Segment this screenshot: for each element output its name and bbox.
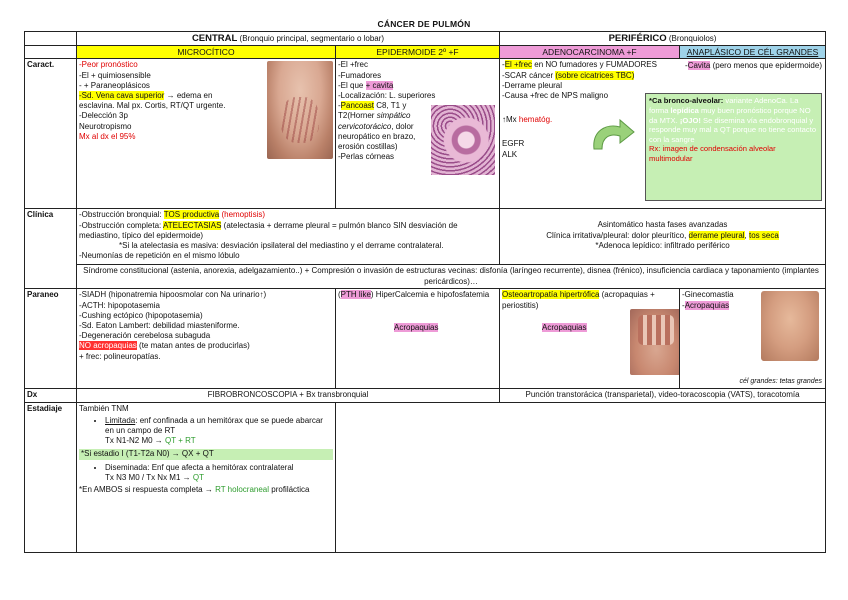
header-microcitico: MICROCÍTICO [77,46,336,59]
image-caption: cél grandes: tetas grandes [739,378,823,386]
dx-periferico: Punción transtorácica (transparietal), video-toracoscopia (VATS), toracotomía [500,389,826,402]
paraneo-anaplasico: -Ginecomastia -Acropaquias cél grandes: tetas grandes [680,289,826,389]
dx-central: FIBROBRONCOSCOPIA + Bx transbronquial [77,389,500,402]
header-adenocarcinoma: ADENOCARCINOMA +F [500,46,680,59]
row-label-paraneo: Paraneo [25,289,77,389]
estadiaje-list: • Limitada: enf confinada a un hemitórax que se puede abarcar en un campo de RT Tx N1-N2 M0 → QT + RT [93,416,333,447]
estadiaje-microcitico: También TNM • Limitada: enf confinada a un hemitórax que se puede abarcar en un campo de RT Tx N1-N2 M0 → QT + RT *Si estadio I (T1-T2a N0) → QX + QT • Diseminada: Enf que afecta a hemitórax contralateral Tx N3 M0 / Tx Nx M1 → QT *En AMBOS si respuesta completa → RT holocraneal profiláctica [77,402,336,552]
row-caract [25,59,826,209]
header-epidermoide: EPIDERMOIDE 2º +F [336,46,500,59]
subheader-row [25,46,826,59]
neck-photo [267,61,333,159]
histology-image [431,105,495,175]
summary-table [24,31,826,553]
sindrome-constitucional: Síndrome constitucional (astenia, anorexia, adelgazamiento..) + Compresión o invasión de estructuras vecinas: disfonía (laríngeo recurrente), disnea (frénico), insuficiencia cardiaca y taponamiento (implantes pericárdicos)… [77,265,826,289]
torso-photo [761,291,819,361]
clinica-central: -Obstrucción bronquial: TOS productiva (hemoptisis) -Obstrucción completa: ATELECTASIAS (atelectasia + derrame pleural = pulmón blanco SIN desviación de mediastino, típico del epidermoide) *Si la atelectasia es masiva: desviación ipsilateral del mediastino y el derrame contralateral. -Neumonías de repetición en el mismo lóbulo [77,209,500,265]
corner-cell [25,32,77,46]
curved-arrow-icon [588,115,638,155]
header-periferico: PERIFÉRICO (Bronquiolos) [500,32,826,46]
row-label-estadiaje: Estadiaje [25,402,77,552]
row-sindrome [25,265,826,289]
row-label-caract: Caract. [25,59,77,209]
page-title: CÁNCER DE PULMÓN [377,19,471,29]
clinica-periferico: Asintomático hasta fases avanzadas Clínica irritativa/pleural: dolor pleurítico, derrame pleural, tos seca *Adenoca lepídico: infiltrado periférico [500,209,826,265]
caract-anaplasico: -Cavita (pero menos que epidermoide) [685,61,822,71]
row-estadiaje [25,402,826,552]
paraneo-microcitico: -SIADH (hiponatremia hipoosmolar con Na urinario↑) -ACTH: hipopotasemia -Cushing ectópico (hipopotasemia) -Sd. Eaton Lambert: debilidad miasteniforme. -Degeneración cerebelosa subaguda NO acropaquias (te matan antes de producirlas) + frec: polineuropatías. [77,289,336,389]
row-clinica [25,209,826,265]
estadiaje-empty [336,402,826,552]
header-anaplasico: ANAPLÁSICO DE CÉL GRANDES [680,46,826,59]
caract-epidermoide: -El +frec -Fumadores -El que + cavita -Localización: L. superiores -Pancoast C8, T1 y T2(Horner simpático cervicotorácico, dolor neuropático en brazo, erosión costillas) -Perlas córneas [336,59,500,209]
row-dx [25,389,826,402]
row-label-dx: Dx [25,389,77,402]
estadio-i-note: *Si estadio I (T1-T2a N0) → QX + QT [79,449,333,459]
caract-microcitico: -Peor pronóstico -El + quimiosensible - + Paraneoplásicos -Sd. Vena cava superior → edema en esclavina. Mal px. Cortis, RT/QT urgente. -Delección 3p Neurotropismo Mx al dx el 95% [77,59,336,209]
header-row [25,32,826,46]
bronco-alveolar-callout: *Ca bronco-alveolar: variante AdenoCa. La forma lepídica muy buen pronóstico porque NO da MTX. ¡OJO! Se disemina vía endobronquial y responde muy mal a QT porque no tiene contacto con la sangre Rx: imagen de condensación alveolar multimodular [645,93,822,201]
caract-periferico: -El +frec en NO fumadores y FUMADORES -SCAR cáncer (sobre cicatrices TBC) -Derrame pleural -Causa +frec de NPS maligno ↑Mx hematóg. EGFR ALK -Cavita (pero menos que epidermoide) *Ca bronco-alveolar: variante AdenoCa. La forma lepídica muy buen pronóstico porque NO da MTX. ¡OJO! Se disemina vía endobronquial y responde muy mal a QT porque no tiene contacto con la sangre Rx: imagen de condensación alveolar multimodular [500,59,826,209]
paraneo-adenocarcinoma: Osteoartropatía hipertrófica (acropaquias + periostitis) Acropaquias [500,289,680,389]
hand-photo [630,309,680,375]
row-label-clinica: Clínica [25,209,77,289]
row-paraneo [25,289,826,389]
header-central: CENTRAL (Bronquio principal, segmentario o lobar) [77,32,500,46]
paraneo-epidermoide: (PTH like) HiperCalcemia e hipofosfatemia Acropaquias [336,289,500,389]
